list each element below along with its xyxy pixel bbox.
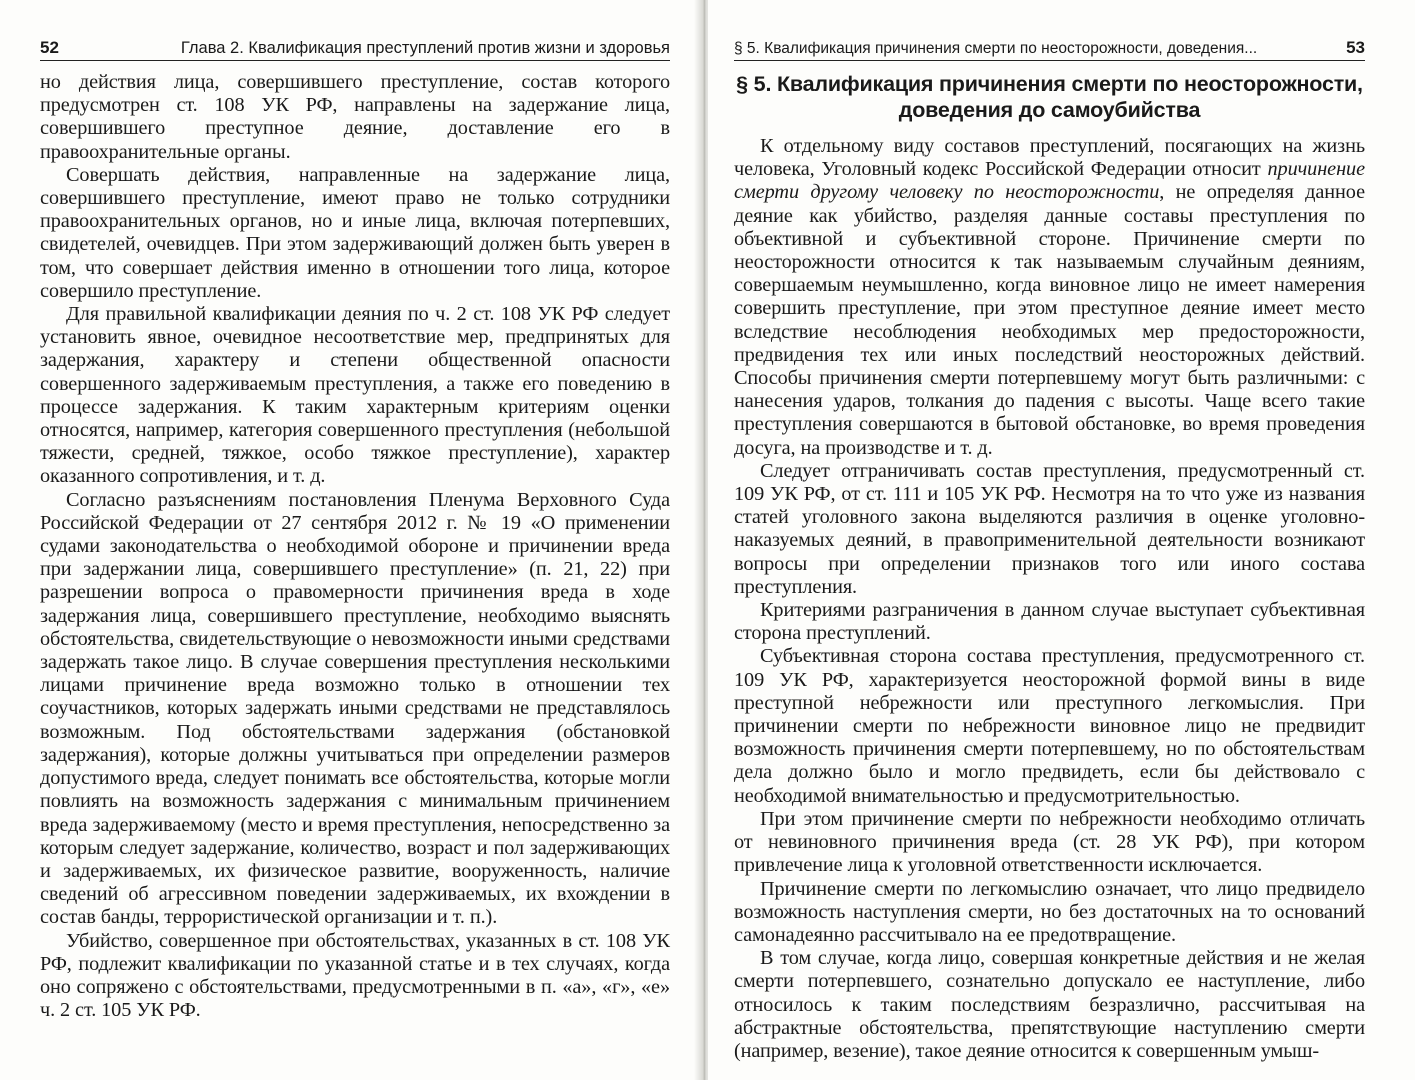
paragraph: Критериями разграничения в данном случае выступает субъективная сторона преступлений. [734,599,1365,645]
paragraph: Согласно разъяснениям постановления Пленума Верховного Суда Российской Федерации от 27 сентября 2012 г. № 19 «О применении судами законодательства о необходимой обороне и причинении вреда при задержании лица, совершившего преступление» (п. 21, 22) при разрешении вопроса о правомерности причинения вреда в ходе задержания лица, совершившего преступление, необходимо выяснять обстоятельства, свидетельствующие о невозможности иными средствами задержать такое лицо. В случае совершения преступления несколькими лицами причинение вреда возможно только в отношении тех соучастников, которых задержать иными средствами не представлялось возможным. Под обстоятельствами задержания (обстановкой задержания), которые должны учитываться при определении размеров допустимого вреда, следует понимать все обстоятельства, которые могли повлиять на возможность задержания с минимальным причинением вреда задерживаемому (место и время преступления, непосредственно за которым следует задержание, количество, возраст и пол задерживающих и задерживаемых, их физическое развитие, вооруженность, наличие сведений об агрессивном поведении задерживаемых, их вхождении в состав банды, террористической организации и т. п.). [40,488,670,929]
paragraph: Причинение смерти по легкомыслию означает, что лицо предвидело возможность наступления смерти, но без достаточных на то оснований самонадеянно рассчитывало на ее предотвращение. [734,877,1365,946]
section-title-line: доведения до самоубийства [898,98,1201,122]
paragraph-text: , не определяя данное деяние как убийство, разделяя данные составы преступления по объективной и субъективной стороне. Причинение смерти по неосторожности относится к так называемым случайным деяниям, совершаемым неумышленно, когда виновное лицо не имеет намерения совершить преступление, при этом преступное деяние имеет место вследствие несоблюдения необходимых мер предосторожности, предвидения тех или иных последствий неосторожных действий. Способы причинения смерти потерпевшему могут быть различными: с нанесения ударов, толкания до падения с высоты. Чаще всего такие преступления совершаются в бытовой обстановке, во время проведения досуга, на производстве и т. д. [734,181,1365,459]
paragraph: но действия лица, совершившего преступление, состав которого предусмотрен ст. 108 УК РФ, направлены на задержание лица, совершившего преступное деяние, доставление его в правоохранительные органы. [40,71,670,163]
paragraph: При этом причинение смерти по небрежности необходимо отличать от невиновного причинения вреда (ст. 28 УК РФ), при котором привлечение лица к уголовной ответственности исключается. [734,807,1365,877]
left-page [0,0,700,1080]
left-page-number: 52 [40,38,59,57]
right-running-head: § 5. Квалификация причинения смерти по неосторожности, доведения... [734,40,1258,57]
left-running-head: Глава 2. Квалификация преступлений против жизни и здоровья [180,39,670,57]
paragraph: Для правильной квалификации деяния по ч. 2 ст. 108 УК РФ следует установить явное, очевидное несоответствие мер, предпринятых для задержания, характеру и степени общественной опасности совершенного задерживаемым преступления, а также его поведению в процессе задержания. К таким характерным критериям оценки относятся, например, категория совершенного преступления (небольшой тяжести, средней, тяжкое, особо тяжкое преступление), характер оказанного сопротивления, и т. д. [40,303,670,488]
paragraph: Субъективная сторона состава преступления, предусмотренного ст. 109 УК РФ, характеризуется неосторожной формой вины в виде преступной небрежности или преступного легкомыслия. При причинении смерти по небрежности виновное лицо не предвидит возможность причинения смерти потерпевшему, но по обстоятельствам дела должно было и могло предвидеть, если бы действовало с необходимой внимательностью и предусмотрительностью. [734,645,1365,807]
section-title [734,71,1365,123]
paragraph [734,135,1365,460]
left-page-text [40,71,670,1022]
paragraph: Следует отграничивать состав преступления, предусмотренный ст. 109 УК РФ, от ст. 111 и 105 УК РФ. Несмотря на то что уже из названия статей уголовного закона выделяются различия в оценке уголовно-наказуемых деяний, в правоприменительной деятельности возникают вопросы при определении признаков того или иного состава преступления. [734,459,1365,598]
paragraph-text: К отдельному виду составов преступлений, посягающих на жизнь человека, Уголовный кодекс Российской Федерации относит [734,135,1365,181]
right-page-text [734,135,1365,1063]
left-page-header [40,38,670,61]
section-title-line: § 5. Квалификация причинения смерти по неосторожности, [736,72,1363,96]
right-page-number: 53 [1346,38,1365,57]
italic-term: причинение смерти другому человеку по неосторожности [734,158,1365,204]
right-page [708,0,1415,1080]
paragraph: В том случае, когда лицо, совершая конкретные действия и не желая смерти потерпевшего, сознательно допускало ее наступление, либо относилось к таким последствиям безразлично, рассчитывая на абстрактные обстоятельства, препятствующие наступлению смерти (например, везение), такое деяние относится к совершенным умыш- [734,947,1365,1062]
paragraph: Совершать действия, направленные на задержание лица, совершившего преступление, имеют право не только сотрудники правоохранительных органов, но и иные лица, включая потерпевших, свидетелей, очевидцев. При этом задерживающий должен быть уверен в том, что совершает действия именно в отношении того лица, которое совершило преступление. [40,163,670,302]
paragraph: Убийство, совершенное при обстоятельствах, указанных в ст. 108 УК РФ, подлежит квалификации по указанной статье и в тех случаях, когда оно сопряжено с обстоятельствами, предусмотренными в п. «а», «г», «е» ч. 2 ст. 105 УК РФ. [40,929,670,1022]
right-page-header [734,38,1365,61]
